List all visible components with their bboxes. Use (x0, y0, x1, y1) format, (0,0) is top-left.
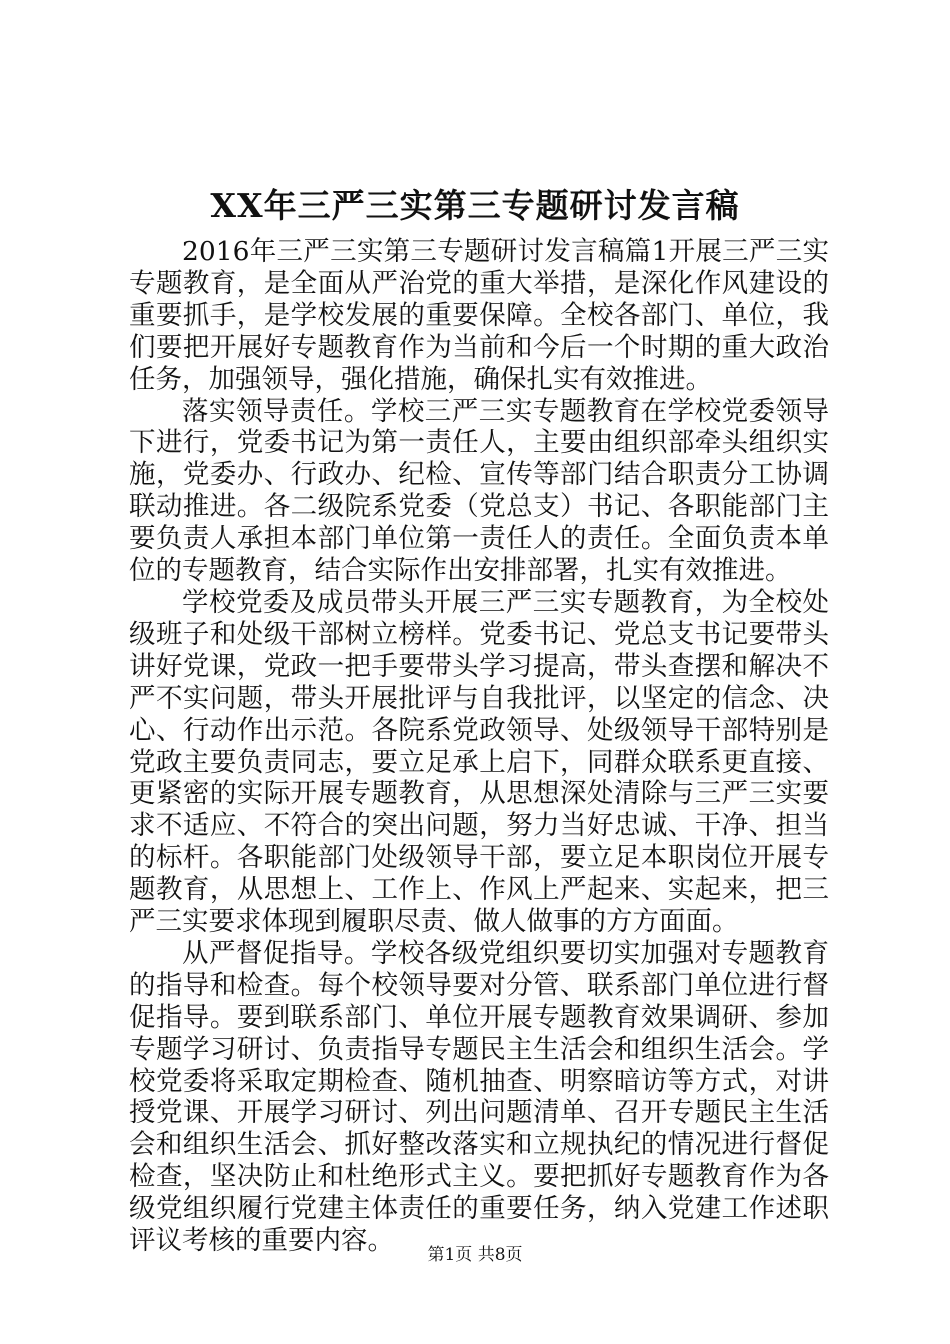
document-body (129, 236, 829, 1257)
page-number-indicator: 第1页 共8页 (427, 1245, 523, 1265)
paragraph-intro: 2016年三严三实第三专题研讨发言稿篇1开展三严三实专题教育，是全面从严治党的重大举措，是深化作风建设的重要抓手，是学校发展的重要保障。全校各部门、单位，我们要把开展好专题教育作为当前和今后一个时期的重大政治任务，加强领导，强化措施，确保扎实有效推进。 (129, 236, 829, 395)
paragraph-leadership-responsibility: 落实领导责任。学校三严三实专题教育在学校党委领导下进行，党委书记为第一责任人，主要由组织部牵头组织实施，党委办、行政办、纪检、宣传等部门结合职责分工协调联动推进。各二级院系党委（党总支）书记、各职能部门主要负责人承担本部门单位第一责任人的责任。全面负责本单位的专题教育，结合实际作出安排部署，扎实有效推进。 (129, 395, 829, 587)
paragraph-supervision-guidance: 从严督促指导。学校各级党组织要切实加强对专题教育的指导和检查。每个校领导要对分管、联系部门单位进行督促指导。要到联系部门、单位开展专题教育效果调研、参加专题学习研讨、负责指导专题民主生活会和组织生活会。学校党委将采取定期检查、随机抽查、明察暗访等方式，对讲授党课、开展学习研讨、列出问题清单、召开专题民主生活会和组织生活会、抓好整改落实和立规执纪的情况进行督促检查，坚决防止和杜绝形式主义。要把抓好专题教育作为各级党组织履行党建主体责任的重要任务，纳入党建工作述职评议考核的重要内容。 (129, 937, 829, 1257)
paragraph-party-committee-example: 学校党委及成员带头开展三严三实专题教育，为全校处级班子和处级干部树立榜样。党委书记、党总支书记要带头讲好党课，党政一把手要带头学习提高，带头查摆和解决不严不实问题，带头开展批评与自我批评，以坚定的信念、决心、行动作出示范。各院系党政领导、处级领导干部特别是党政主要负责同志，要立足承上启下，同群众联系更直接、更紧密的实际开展专题教育，从思想深处清除与三严三实要求不适应、不符合的突出问题，努力当好忠诚、干净、担当的标杆。各职能部门处级领导干部，要立足本职岗位开展专题教育，从思想上、工作上、作风上严起来、实起来，把三严三实要求体现到履职尽责、做人做事的方方面面。 (129, 586, 829, 938)
page-footer (0, 1244, 950, 1266)
document-title: XX年三严三实第三专题研讨发言稿 (210, 186, 740, 225)
